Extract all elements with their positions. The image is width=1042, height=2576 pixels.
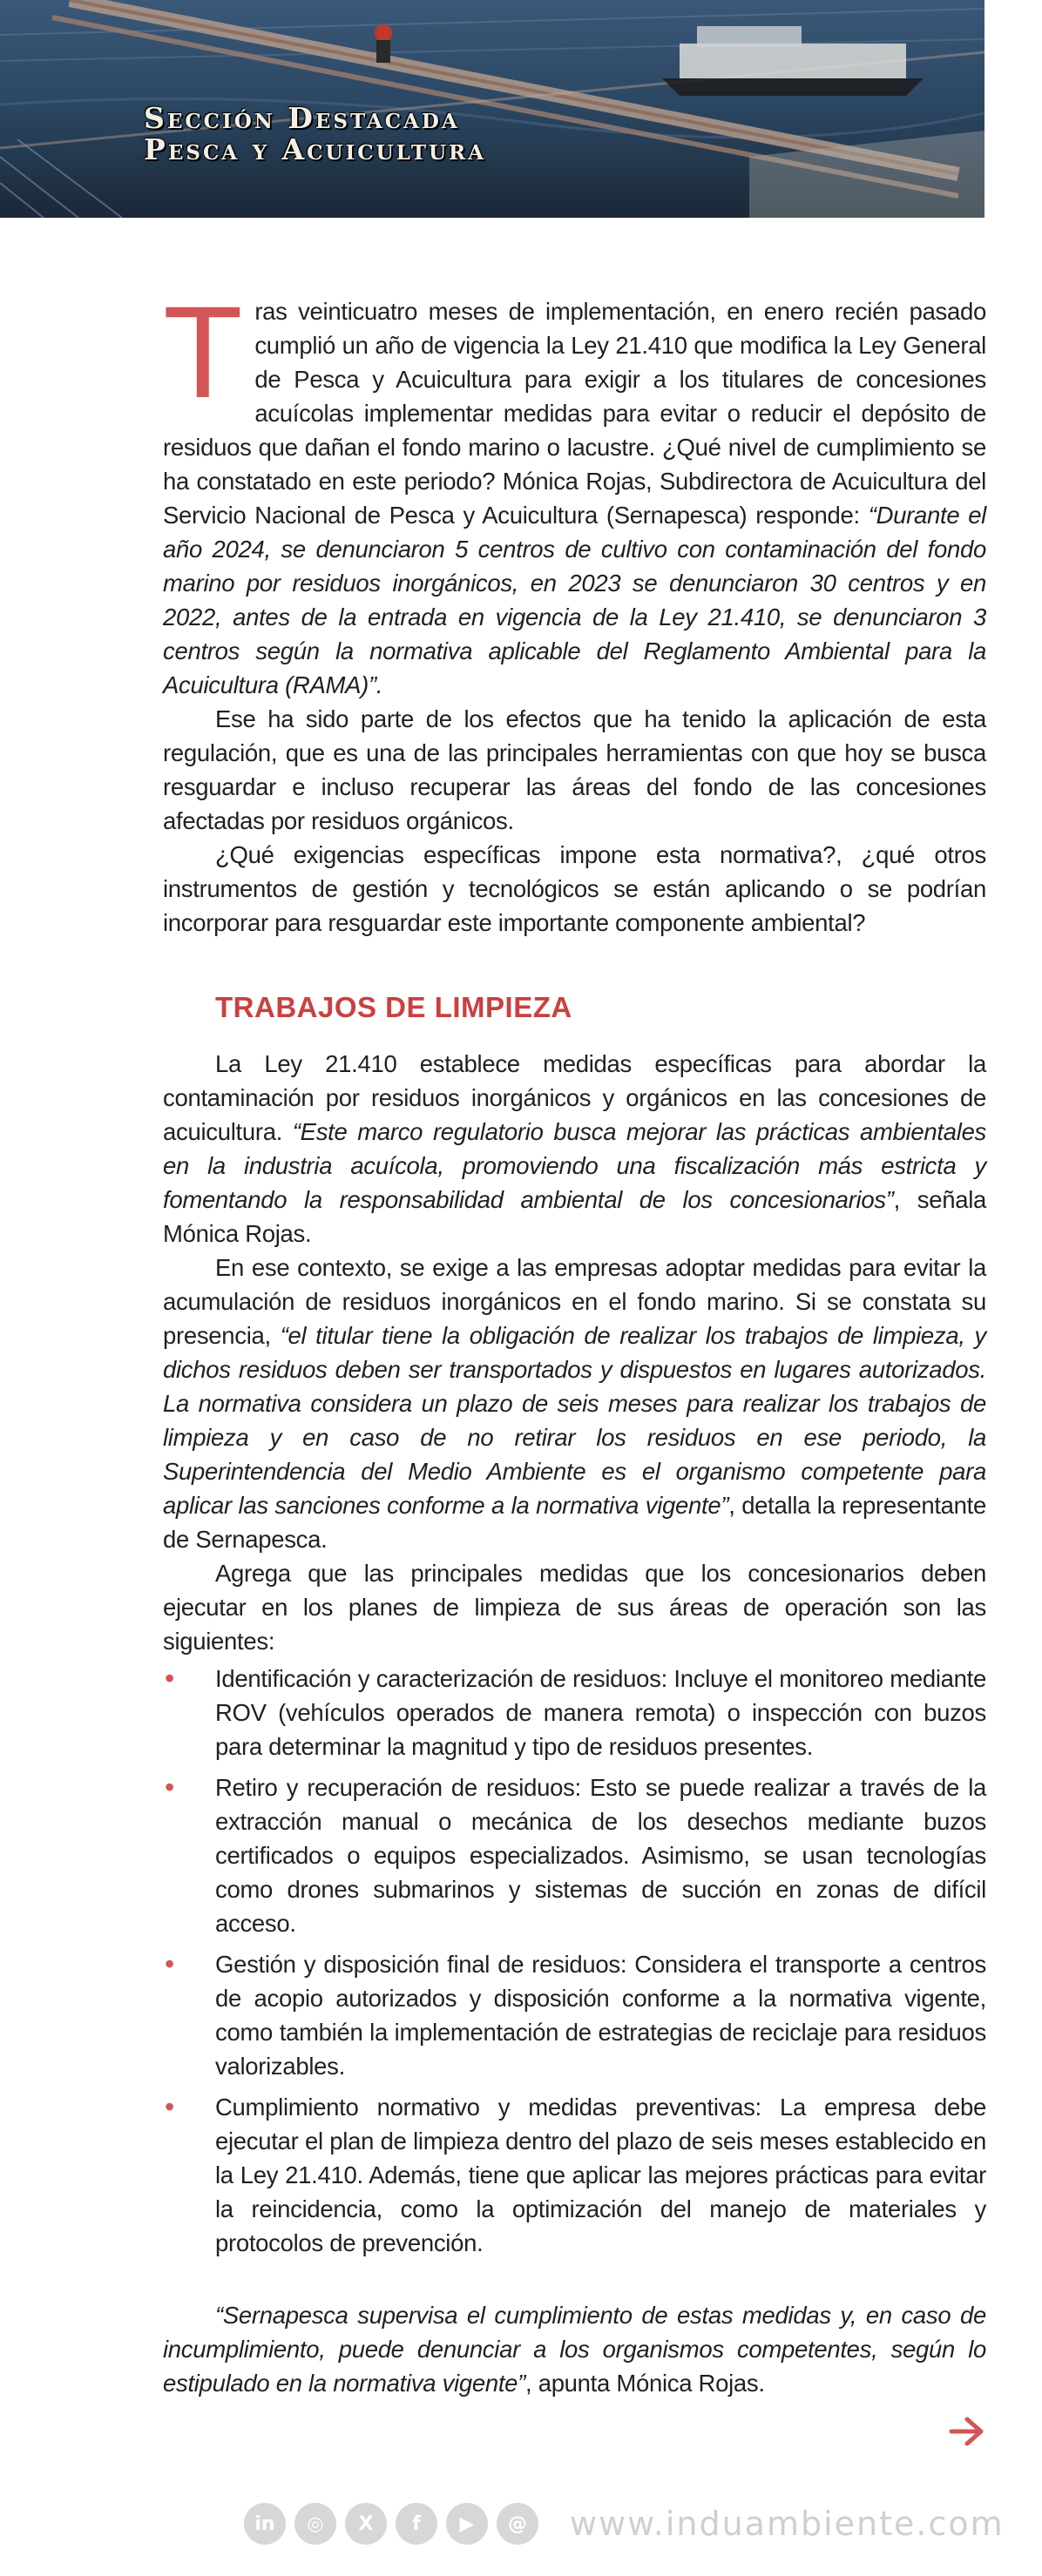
- quote-run: “Sernapesca supervisa el cumplimiento de estas medidas y, en caso de incumplimiento, puede denunciar a los organismos competentes, según lo estipulado en la normativa vigente”: [163, 2302, 986, 2397]
- bullet-icon: •: [165, 1771, 174, 1803]
- list-item: [163, 1770, 986, 1940]
- list-item: [163, 1662, 986, 1763]
- drop-cap: T: [163, 279, 243, 425]
- intro-text: ras veinticuatro meses de implementación, en enero recién pasado cumplió un año de vigencia la Ley 21.410 que modifica la Ley General de Pesca y Acuicultura para exigir a los titulares de concesiones acuícolas implementar medidas para evitar o reducir el depósito de residuos que dañan el fondo marino o lacustre. ¿Qué nivel de cumplimiento se ha constatado en este periodo? Mónica Rojas, Subdirectora de Acuicultura del Servicio Nacional de Pesca y Acuicultura (Sernapesca) responde:: [163, 298, 986, 529]
- x-glyph: X: [358, 2512, 374, 2535]
- quote-run: “Este marco regulatorio busca mejorar las prácticas ambientales en la industria acuícola, promoviendo una fiscalización más estricta y fomentando la responsabilidad ambiental de los concesionarios”: [163, 1118, 987, 1213]
- facebook-icon[interactable]: [396, 2503, 437, 2545]
- bullet-icon: •: [165, 2091, 174, 2122]
- quote-run: “el titular tiene la obligación de realizar los trabajos de limpieza, y dichos residuos deben ser transportados y dispuestos en lugares autorizados. La normativa considera un plazo de seis meses para realizar los trabajos de limpieza y en caso de no retirar los residuos en ese periodo, la Superintendencia del Medio Ambiente es el organismo competente para aplicar las sanciones conforme a la normativa vigente”: [163, 1322, 986, 1519]
- text-run: , señala Mónica Rojas.: [163, 1186, 986, 1247]
- facebook-glyph: f: [412, 2512, 421, 2535]
- measures-list: [163, 1662, 986, 2260]
- paragraph: [163, 1251, 986, 1556]
- website-link[interactable]: www.induambiente.com: [570, 2505, 1005, 2543]
- youtube-icon[interactable]: [446, 2503, 488, 2545]
- text-run: , detalla la representante de Sernapesca.: [163, 1492, 986, 1553]
- list-item-text: Retiro y recuperación de residuos: Esto se puede realizar a través de la extracción manual o mecánica de los desechos mediante buzos certificados o equipos especializados. Asimismo, se usan tecnologías como drones submarinos y sistemas de succión en zonas de difícil acceso.: [215, 1774, 986, 1937]
- instagram-glyph: ◎: [307, 2512, 324, 2535]
- header-banner: [0, 0, 984, 218]
- instagram-icon[interactable]: [294, 2503, 336, 2545]
- section-heading: TRABAJOS DE LIMPIEZA: [215, 991, 572, 1023]
- next-page-arrow-icon[interactable]: [948, 2414, 986, 2449]
- paragraph: Agrega que las principales medidas que los concesionarios deben ejecutar en los planes de limpieza de sus áreas de operación son las siguientes:: [163, 1560, 986, 1655]
- list-item-text: Gestión y disposición final de residuos: Considera el transporte a centros de acopio autorizados y disposición conforme a la normativa vigente, como también la implementación de estrategias de reciclaje para residuos valorizables.: [215, 1951, 986, 2080]
- bullet-icon: •: [165, 1948, 174, 1979]
- intro-quote: “Durante el año 2024, se denunciaron 5 centros de cultivo con contaminación del fondo marino por residuos inorgánicos, en 2023 se denunciaron 30 centros y en 2022, antes de la entrada en vigencia de la Ley 21.410, se denunciaron 3 centros según la normativa aplicable del Reglamento Ambiental para la Acuicultura (RAMA)”.: [163, 502, 986, 698]
- section-label: [144, 103, 486, 165]
- article-body: [163, 279, 987, 2400]
- text-run: La Ley 21.410 establece medidas específicas para abordar la contaminación por residuos inorgánicos y orgánicos en las concesiones de acuicultura.: [163, 1050, 986, 1145]
- text-run: , apunta Mónica Rojas.: [525, 2370, 765, 2397]
- list-item-text: Cumplimiento normativo y medidas preventivas: La empresa debe ejecutar el plan de limpieza dentro del plazo de seis meses establecido en la Ley 21.410. Además, tiene que aplicar las mejores prácticas para evitar la reincidencia, como la optimización del manejo de materiales y protocolos de prevención.: [215, 2094, 986, 2256]
- bullet-icon: •: [165, 1662, 174, 1694]
- list-item-text: Identificación y caracterización de residuos: Incluye el monitoreo mediante ROV (vehículos operados de manera remota) o inspección con buzos para determinar la magnitud y tipo de residuos presentes.: [215, 1665, 986, 1760]
- paragraph: ¿Qué exigencias específicas impone esta normativa?, ¿qué otros instrumentos de gestión y tecnológicos se están aplicando o se podrían incorporar para resguardar este importante componente ambiental?: [163, 841, 986, 936]
- x-icon[interactable]: [345, 2503, 387, 2545]
- paragraph-intro: [163, 279, 986, 702]
- text-run: En ese contexto, se exige a las empresas adoptar medidas para evitar la acumulación de residuos inorgánicos en el fondo marino. Si se constata su presencia,: [163, 1254, 986, 1349]
- closing-paragraph: [163, 2298, 986, 2400]
- linkedin-glyph: in: [254, 2512, 275, 2535]
- section-label-line1: Sección Destacada: [144, 101, 460, 135]
- paragraph: [163, 1047, 986, 1251]
- paragraph: Ese ha sido parte de los efectos que ha tenido la aplicación de esta regulación, que es una de las principales herramientas con que hoy se busca resguardar e incluso recuperar las áreas del fondo de las concesiones afectadas por residuos orgánicos.: [163, 705, 986, 834]
- linkedin-icon[interactable]: [244, 2503, 286, 2545]
- threads-icon[interactable]: [497, 2503, 538, 2545]
- threads-glyph: @: [508, 2512, 527, 2535]
- section-label-line2: Pesca y Acuicultura: [144, 132, 487, 166]
- youtube-glyph: ▶: [459, 2512, 475, 2535]
- list-item: [163, 2090, 986, 2260]
- list-item: [163, 1947, 986, 2083]
- footer: [244, 2498, 1005, 2550]
